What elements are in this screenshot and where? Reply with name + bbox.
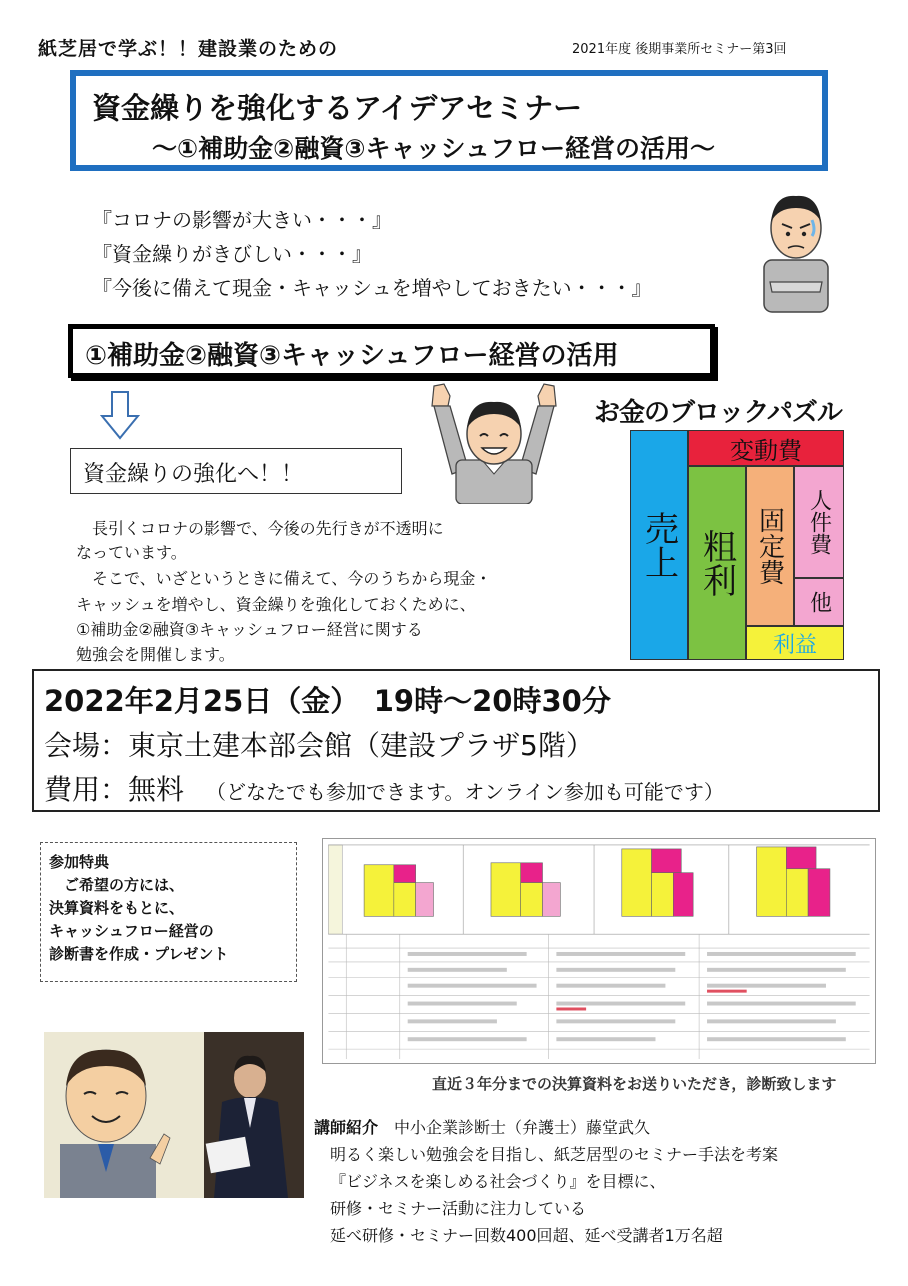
- page-subtitle: ～①補助金②融資③キャッシュフロー経営の活用～: [152, 134, 716, 163]
- bonus-line: 決算資料をもとに、: [49, 899, 185, 917]
- lecturer-bio-line: 『ビジネスを楽しめる社会づくり』を目標に、: [330, 1172, 666, 1191]
- lecturer-heading-row: [314, 1114, 778, 1141]
- report-caption: 直近３年分までの決算資料をお送りいただき，診断致します: [432, 1075, 837, 1093]
- worried-man-illustration: [760, 186, 832, 314]
- title-box: [70, 70, 828, 171]
- intro-text-line: 勉強会を開催します。: [76, 645, 235, 664]
- block-puzzle-title: お金のブロックパズル: [594, 398, 842, 428]
- intro-text-line: そこで、いざというときに備えて、今のうちから現金・: [76, 569, 492, 588]
- strengthen-box: 資金繰りの強化へ！！: [70, 448, 402, 494]
- puzzle-other-block: 他: [794, 578, 844, 626]
- event-venue: 会場：東京土建本部会館（建設プラザ5階）: [44, 729, 594, 762]
- seminar-photo: [44, 1032, 304, 1198]
- bonus-box: [40, 842, 297, 982]
- puzzle-gross-profit-block: 粗利: [688, 466, 746, 660]
- down-arrow-icon: [100, 390, 140, 440]
- bonus-line: 診断書を作成・プレゼント: [49, 945, 229, 963]
- bonus-line: ご希望の方には、: [49, 876, 185, 894]
- event-fee-row: [44, 768, 878, 808]
- seminar-number: 2021年度 後期事業所セミナー第3回: [572, 42, 787, 57]
- intro-text-line: ①補助金②融資③キャッシュフロー経営に関する: [76, 620, 423, 639]
- lecturer-heading: 講師紹介: [314, 1118, 379, 1137]
- intro-text-line: なっています。: [76, 543, 187, 562]
- quote-line: 『資金繰りがきびしい・・・』: [92, 242, 372, 266]
- event-date: 2022年2月25日（金） 19時～20時30分: [44, 684, 611, 718]
- diagnosis-report-image: [322, 838, 876, 1064]
- bonus-title: 参加特典: [49, 853, 110, 871]
- puzzle-fixed-cost-block: 固定費: [746, 466, 794, 626]
- lecturer-bio-line: 明るく楽しい勉強会を目指し、紙芝居型のセミナー手法を考案: [330, 1145, 779, 1164]
- lecturer-bio-line: 延べ研修・セミナー回数400回超、延べ受講者1万名超: [330, 1226, 723, 1245]
- lecturer-section: [314, 1114, 778, 1249]
- quote-line: 『今後に備えて現金・キャッシュを増やしておきたい・・・』: [92, 276, 652, 300]
- cheering-man-illustration: [424, 382, 564, 504]
- intro-text-line: 長引くコロナの影響で、今後の先行きが不透明に: [76, 519, 444, 538]
- quote-line: 『コロナの影響が大きい・・・』: [92, 208, 392, 232]
- puzzle-personnel-block: 人件費: [794, 466, 844, 578]
- bonus-line: キャッシュフロー経営の: [49, 922, 214, 940]
- lecturer-bio-line: 研修・セミナー活動に注力している: [330, 1199, 587, 1218]
- lecturer-name: 中小企業診断士（弁護士）藤堂武久: [394, 1118, 651, 1137]
- puzzle-variable-cost-block: 変動費: [688, 430, 844, 466]
- method-box: ①補助金②融資③キャッシュフロー経営の活用: [68, 324, 715, 378]
- puzzle-sales-block: 売上: [630, 430, 688, 660]
- event-fee: 費用：無料: [44, 773, 185, 806]
- event-fee-note: （どなたでも参加できます。オンライン参加も可能です）: [206, 780, 724, 804]
- event-info-box: [32, 669, 880, 812]
- puzzle-profit-block: 利益: [746, 626, 844, 660]
- series-tagline: 紙芝居で学ぶ！！建設業のための: [38, 38, 339, 60]
- page-title: 資金繰りを強化するアイデアセミナー: [92, 91, 583, 125]
- intro-text-line: キャッシュを増やし、資金繰りを強化しておくために、: [76, 595, 476, 614]
